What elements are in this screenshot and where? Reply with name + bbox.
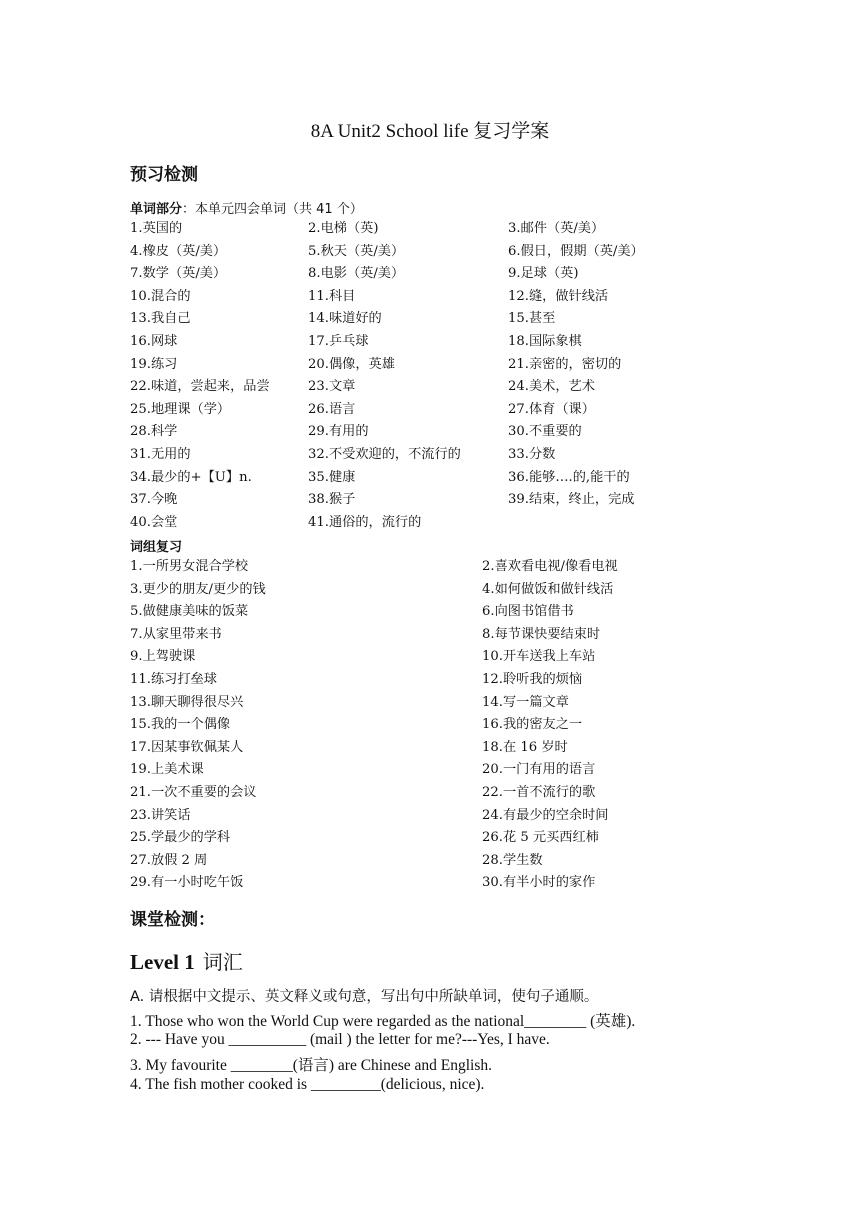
phrase-row: [130, 646, 730, 669]
vocab-row: [130, 421, 730, 444]
vocab-item: 40.会堂: [130, 514, 178, 530]
vocab-row: [130, 286, 730, 309]
vocab-item: 28.科学: [130, 424, 178, 440]
phrase-item: 3.更少的朋友/更少的钱: [130, 581, 266, 597]
phrase-row: [130, 624, 730, 647]
vocab-item: 31.无用的: [130, 446, 191, 462]
phrase-item: 7.从家里带来书: [130, 626, 222, 642]
question-3: 3. My favourite ________(语言) are Chinese and English.: [130, 1057, 493, 1074]
phrase-row: [130, 737, 730, 760]
vocab-item: 2.电梯（英): [308, 221, 379, 236]
vocab-header-label: 单词部分: [130, 202, 183, 217]
section-preview-heading: 预习检测: [130, 165, 198, 185]
phrase-item: 17.因某事钦佩某人: [130, 739, 244, 755]
vocab-item: 8.电影（英/美）: [308, 266, 405, 282]
phrase-row: [130, 669, 730, 692]
vocab-item: 37.今晚: [130, 492, 178, 508]
vocab-row: [130, 331, 730, 354]
phrase-item: 26.花 5 元买西红柿: [482, 830, 599, 846]
vocab-item: 12.缝，做针线活: [508, 288, 609, 304]
phrase-item: 2.喜欢看电视/像看电视: [482, 559, 618, 574]
vocab-item: 24.美术，艺术: [508, 379, 595, 395]
phrase-row: [130, 759, 730, 782]
phrase-item: 1.一所男女混合学校: [130, 559, 249, 574]
phrase-item: 18.在 16 岁时: [482, 739, 568, 755]
phrase-row: [130, 782, 730, 805]
vocab-item: 41.通俗的，流行的: [308, 514, 422, 530]
phrase-item: 14.写一篇文章: [482, 694, 569, 710]
vocab-item: 3.邮件（英/美）: [508, 221, 605, 236]
vocab-item: 33.分数: [508, 446, 556, 462]
phrase-item: 10.开车送我上车站: [482, 649, 596, 665]
phrase-row: [130, 872, 730, 895]
vocab-item: 34.最少的+【U】n.: [130, 469, 252, 485]
vocab-row: [130, 467, 730, 490]
vocab-header: [130, 198, 363, 217]
vocab-item: 25.地理课（学）: [130, 401, 231, 417]
vocab-item: 21.亲密的，密切的: [508, 356, 622, 372]
phrase-item: 29.有一小时吃午饭: [130, 875, 244, 891]
vocab-item: 19.练习: [130, 356, 178, 372]
vocab-item: 35.健康: [308, 469, 356, 485]
vocab-item: 39.结束，终止，完成: [508, 492, 635, 508]
vocab-item: 18.国际象棋: [508, 333, 582, 349]
phrase-row: [130, 714, 730, 737]
question-4: 4. The fish mother cooked is _________(delicious, nice).: [130, 1076, 485, 1093]
vocab-item: 23.文章: [308, 379, 356, 395]
phrase-item: 27.放假 2 周: [130, 852, 208, 868]
vocab-row: [130, 399, 730, 422]
vocab-item: 9.足球（英): [508, 266, 579, 282]
phrase-item: 19.上美术课: [130, 762, 204, 778]
vocab-item: 38.猴子: [308, 492, 356, 508]
vocab-row: [130, 354, 730, 377]
phrase-item: 9.上驾驶课: [130, 649, 196, 665]
phrase-item: 25.学最少的学科: [130, 830, 231, 846]
vocab-item: 22.味道，尝起来，品尝: [130, 379, 270, 395]
phrase-row: [130, 556, 730, 579]
phrase-item: 12.聆听我的烦恼: [482, 671, 583, 687]
phrase-item: 16.我的密友之一: [482, 717, 583, 733]
section-classroom-heading: 课堂检测：: [130, 910, 215, 930]
vocab-row: [130, 241, 730, 264]
vocab-item: 15.甚至: [508, 311, 556, 327]
level-topic: 词汇: [202, 950, 243, 974]
vocab-item: 4.橡皮（英/美）: [130, 243, 227, 259]
vocab-item: 29.有用的: [308, 424, 369, 440]
vocab-row: [130, 376, 730, 399]
phrase-item: 15.我的一个偶像: [130, 717, 231, 733]
phrase-row: [130, 692, 730, 715]
vocab-item: 10.混合的: [130, 288, 191, 304]
vocab-item: 26.语言: [308, 401, 356, 417]
vocab-list: [130, 218, 730, 534]
vocab-item: 27.体育（课）: [508, 401, 595, 417]
vocab-item: 32.不受欢迎的，不流行的: [308, 446, 461, 462]
question-1: 1. Those who won the World Cup were regarded as the national________ (英雄).: [130, 1013, 636, 1030]
phrase-item: 28.学生数: [482, 852, 543, 868]
vocab-item: 5.秋天（英/美）: [308, 243, 405, 259]
phrase-item: 8.每节课快要结束时: [482, 626, 601, 642]
instruction-text: A. 请根据中文提示、英文释义或句意，写出句中所缺单词，使句子通顺。: [130, 989, 599, 1005]
phrase-item: 6.向图书馆借书: [482, 604, 574, 620]
vocab-item: 6.假日，假期（英/美）: [508, 243, 644, 259]
phrase-row: [130, 850, 730, 873]
vocab-item: 30.不重要的: [508, 424, 582, 440]
phrase-item: 11.练习打垒球: [130, 671, 217, 687]
level-label: Level 1: [130, 950, 195, 974]
vocab-item: 13.我自己: [130, 311, 191, 327]
phrase-item: 30.有半小时的家作: [482, 875, 596, 891]
phrase-list: [130, 556, 730, 895]
vocab-row: [130, 263, 730, 286]
vocab-row: [130, 489, 730, 512]
vocab-row: [130, 218, 730, 241]
phrase-item: 24.有最少的空余时间: [482, 807, 609, 823]
level-heading: [130, 946, 243, 975]
vocab-item: 36.能够….的,能干的: [508, 469, 630, 485]
phrase-item: 23.讲笑话: [130, 807, 191, 823]
question-2: 2. --- Have you __________ (mail ) the letter for me?---Yes, I have.: [130, 1031, 550, 1048]
vocab-item: 17.乒乓球: [308, 333, 369, 349]
phrase-header-label: 词组复习: [130, 540, 183, 555]
vocab-item: 14.味道好的: [308, 311, 382, 327]
phrase-row: [130, 601, 730, 624]
phrase-item: 20.一门有用的语言: [482, 762, 596, 778]
vocab-row: [130, 444, 730, 467]
vocab-header-desc: ：本单元四会单词（共 41 个）: [182, 202, 363, 217]
vocab-item: 1.英国的: [130, 221, 183, 236]
phrase-item: 21.一次不重要的会议: [130, 784, 257, 800]
phrase-row: [130, 805, 730, 828]
phrase-item: 13.聊天聊得很尽兴: [130, 694, 244, 710]
vocab-row: [130, 308, 730, 331]
page-title: 8A Unit2 School life 复习学案: [310, 121, 550, 142]
vocab-item: 16.网球: [130, 333, 178, 349]
vocab-item: 11.科目: [308, 288, 356, 304]
vocab-item: 7.数学（英/美）: [130, 266, 227, 282]
phrase-item: 22.一首不流行的歌: [482, 784, 596, 800]
phrase-item: 5.做健康美味的饭菜: [130, 604, 249, 620]
phrase-header: [130, 536, 182, 555]
phrase-row: [130, 579, 730, 602]
vocab-row: [130, 512, 730, 535]
phrase-row: [130, 827, 730, 850]
phrase-item: 4.如何做饭和做针线活: [482, 581, 614, 597]
vocab-item: 20.偶像，英雄: [308, 356, 395, 372]
